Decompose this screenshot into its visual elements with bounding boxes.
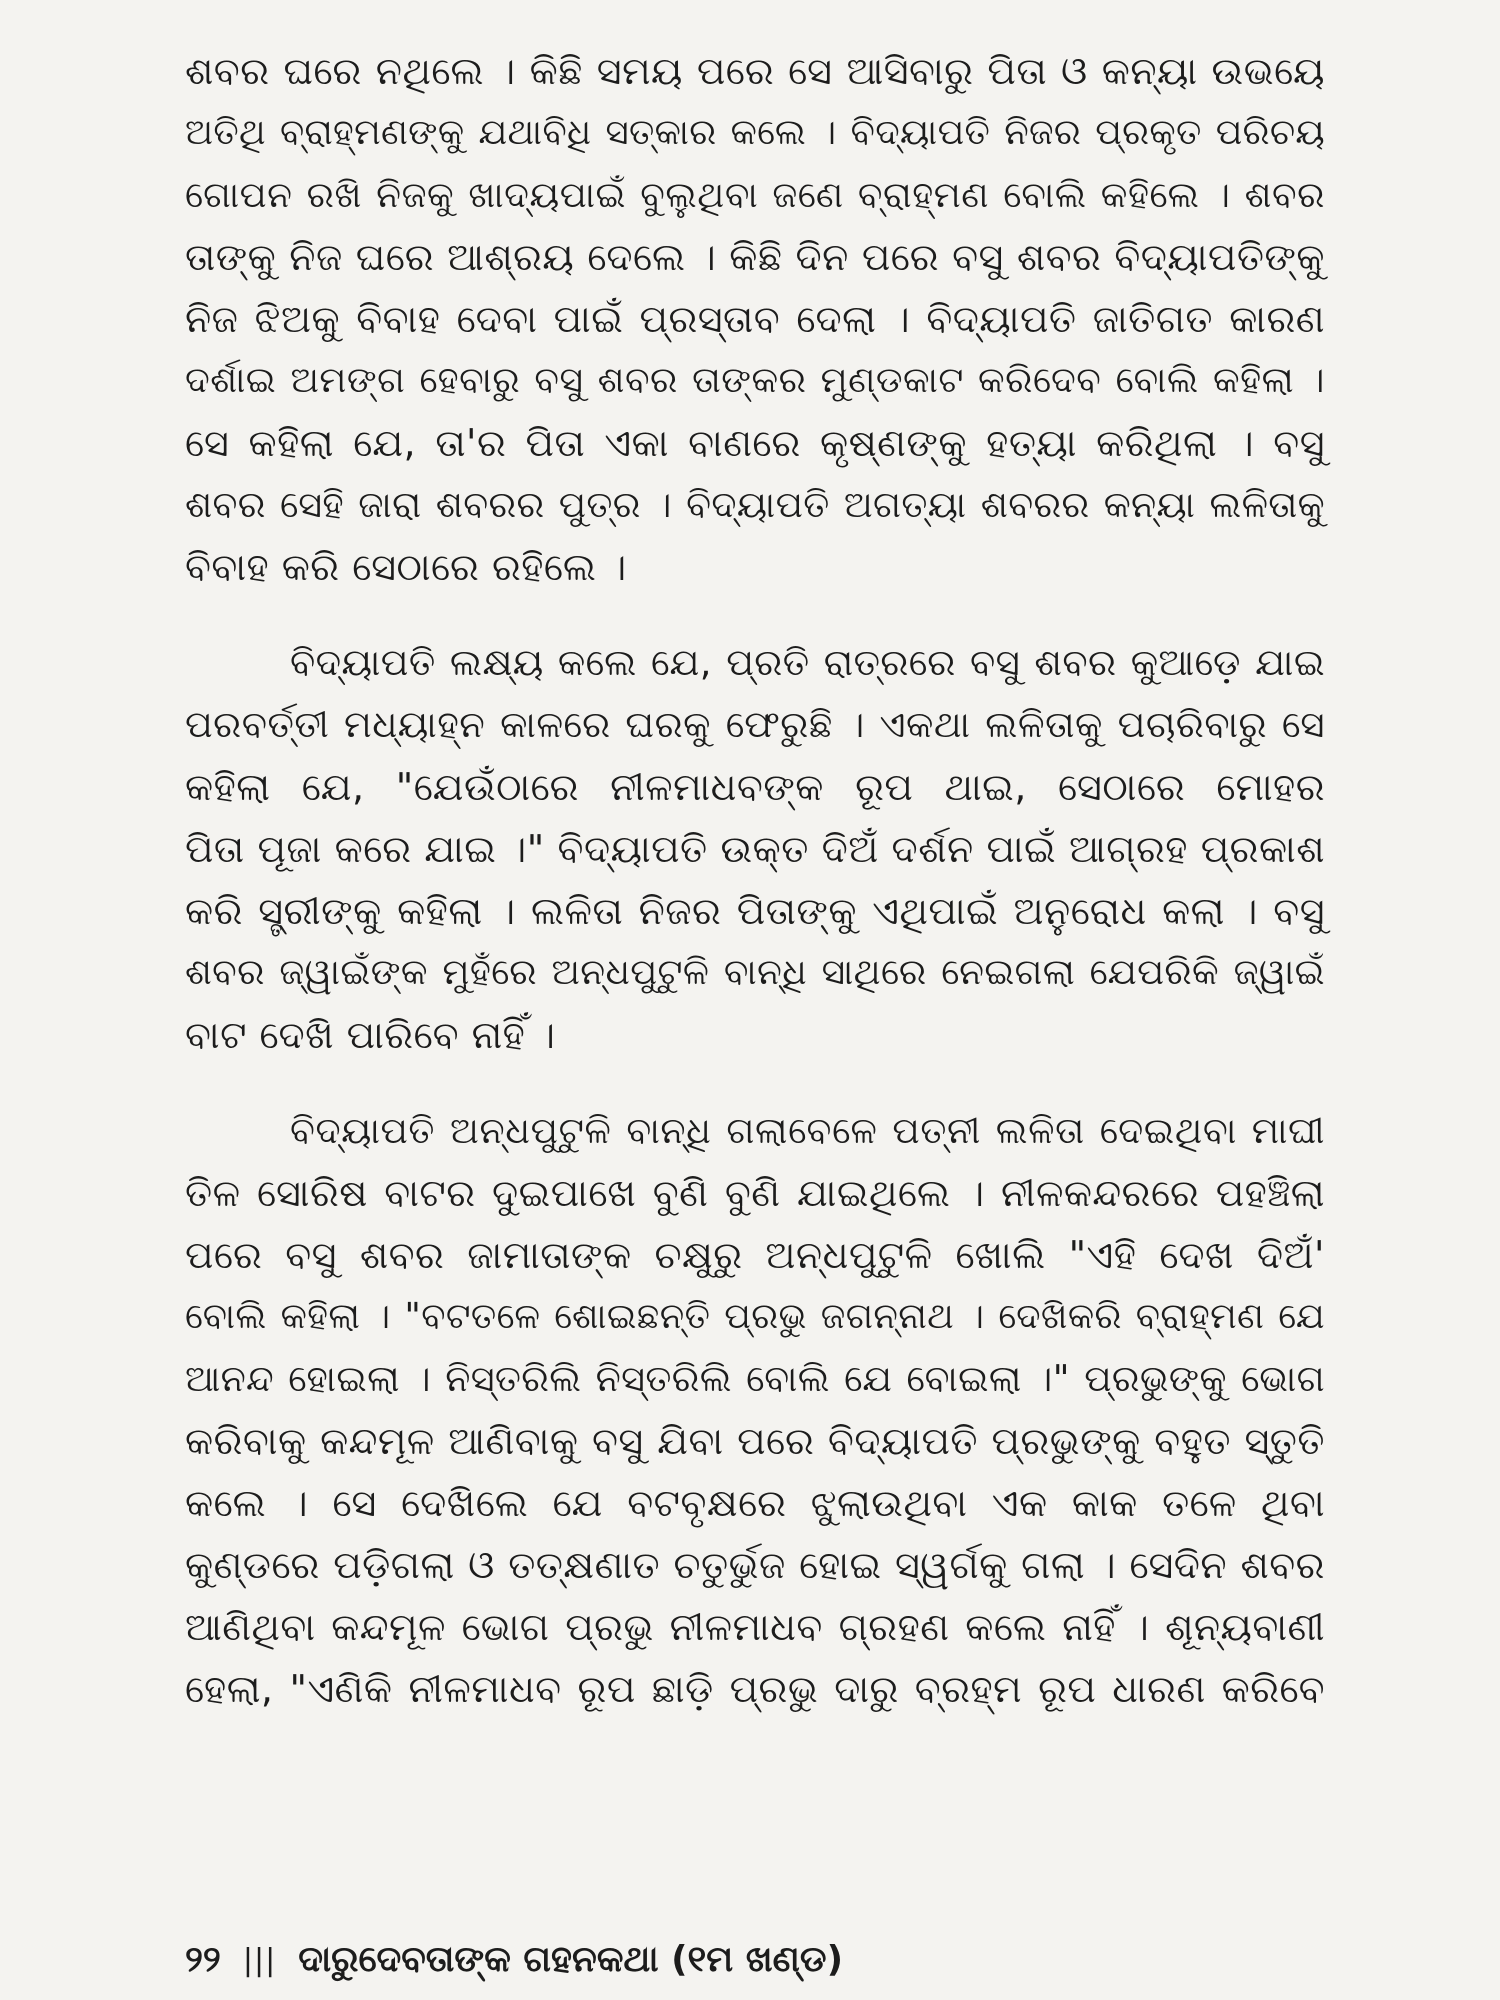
text-line: କରି ସ୍ତ୍ରୀଙ୍କୁ କହିଲା । ଲଳିତା ନିଜର ପିତାଙ୍କୁ ଏଥିପାଇଁ ଅନୁରୋଧ କଲା । ବସୁ (185, 889, 1325, 933)
text-line: ଅତିଥି ବ୍ରାହ୍ମଣଙ୍କୁ ଯଥାବିଧି ସତ୍କାର କଲେ । ବିଦ୍ୟାପତି ନିଜର ପ୍ରକୃତ ପରିଚୟ (185, 112, 1325, 153)
paragraph-1 (185, 40, 1325, 598)
text-line: ବିଦ୍ୟାପତି ଲକ୍ଷ୍ୟ କଲେ ଯେ, ପ୍ରତି ରାତ୍ରରେ ବସୁ ଶବର କୁଆଡ଼େ ଯାଇ (290, 641, 1325, 684)
text-line: ବିବାହ କରି ସେଠାରେ ରହିଲେ । (185, 545, 627, 589)
text-line: ତିଳ ସୋରିଷ ବାଟର ଦୁଇପାଖେ ବୁଣି ବୁଣି ଯାଇଥିଲେ । ନୀଳକନ୍ଦରରେ ପହଞ୍ଚିଲା (185, 1171, 1325, 1215)
text-line: ସେ କହିଲା ଯେ, ତା'ର ପିତା ଏକା ବାଣରେ କୃଷ୍ଣଙ୍କୁ ହତ୍ୟା କରିଥିଲା । ବସୁ (185, 421, 1325, 465)
text-line: ଆଣିଥିବା କନ୍ଦମୂଳ ଭୋଗ ପ୍ରଭୁ ନୀଳମାଧବ ଗ୍ରହଣ କଲେ ନାହିଁ । ଶୂନ୍ୟବାଣୀ (185, 1605, 1325, 1649)
text-line: ନିଜ ଝିଅକୁ ବିବାହ ଦେବା ପାଇଁ ପ୍ରସ୍ତାବ ଦେଲା । ବିଦ୍ୟାପତି ଜାତିଗତ କାରଣ (185, 297, 1325, 341)
text-line: ପିତା ପୂଜା କରେ ଯାଇ ।" ବିଦ୍ୟାପତି ଉକ୍ତ ଦିଅଁ ଦର୍ଶନ ପାଇଁ ଆଗ୍ରହ ପ୍ରକାଶ (185, 827, 1325, 871)
text-line: ଆନନ୍ଦ ହୋଇଲା । ନିସ୍ତରିଲି ନିସ୍ତରିଲି ବୋଲି ଯେ ବୋଇଲା ।" ପ୍ରଭୁଙ୍କୁ ଭୋଗ (185, 1357, 1325, 1400)
text-line: ଶବର ଘରେ ନଥିଲେ । କିଛି ସମୟ ପରେ ସେ ଆସିବାରୁ ପିତା ଓ କନ୍ୟା ଉଭୟେ (185, 49, 1325, 93)
text-line: ଶବର ସେହି ଜାରା ଶବରର ପୁତ୍ର । ବିଦ୍ୟାପତି ଅଗତ୍ୟା ଶବରର କନ୍ୟା ଲଳିତାକୁ (185, 483, 1325, 526)
paragraph-3 (185, 1100, 1325, 1720)
text-line: କୁଣ୍ଡରେ ପଡ଼ିଗଲା ଓ ତତ୍‌କ୍ଷଣାତ ଚତୁର୍ଭୁଜ ହୋଇ ସ୍ୱର୍ଗକୁ ଗଲା । ସେଦିନ ଶବର (185, 1543, 1325, 1587)
text-line: କଲେ । ସେ ଦେଖିଲେ ଯେ ବଟବୃକ୍ଷରେ ଝୁଲାଉଥିବା ଏକ କାକ ତଳେ ଥିବା (185, 1481, 1325, 1525)
page-footer (185, 1935, 843, 1985)
text-line: ବୋଲି କହିଲା । "ବଟତଳେ ଶୋଇଛନ୍ତି ପ୍ରଭୁ ଜଗନ୍ନାଥ । ଦେଖିକରି ବ୍ରାହ୍ମଣ ଯେ (185, 1296, 1325, 1337)
footer-ornament: ||| (242, 1942, 277, 1978)
text-line: ବିଦ୍ୟାପତି ଅନ୍ଧପୁଟୁଳି ବାନ୍ଧି ଗଲାବେଳେ ପତ୍ନୀ ଲଳିତା ଦେଇଥିବା ମାଘୀ (290, 1109, 1325, 1152)
paragraph-2 (185, 632, 1325, 1066)
text-line: ବାଟ ଦେଖି ପାରିବେ ନାହିଁ । (185, 1013, 556, 1057)
book-title: ଦାରୁଦେବତାଙ୍କ ଗହନକଥା (୧ମ ଖଣ୍ଡ) (298, 1939, 844, 1980)
page-number: ୨୨ (185, 1939, 221, 1980)
text-line: ତାଙ୍କୁ ନିଜ ଘରେ ଆଶ୍ରୟ ଦେଲେ । କିଛି ଦିନ ପରେ ବସୁ ଶବର ବିଦ୍ୟାପତିଙ୍କୁ (185, 235, 1325, 279)
text-line: ଦର୍ଶାଇ ଅମଙ୍ଗ ହେବାରୁ ବସୁ ଶବର ତାଙ୍କର ମୁଣ୍ଡକାଟ କରିଦେବ ବୋଲି କହିଲା । (185, 360, 1325, 401)
text-line: ପରେ ବସୁ ଶବର ଜାମାତାଙ୍କ ଚକ୍ଷୁରୁ ଅନ୍ଧପୁଟୁଳି ଖୋଲି "ଏହି ଦେଖ ଦିଅଁ' (185, 1233, 1325, 1277)
text-line: କରିବାକୁ କନ୍ଦମୂଳ ଆଣିବାକୁ ବସୁ ଯିବା ପରେ ବିଦ୍ୟାପତି ପ୍ରଭୁଙ୍କୁ ବହୁତ ସ୍ତୁତି (185, 1419, 1325, 1463)
text-line: ହେଲା, "ଏଣିକି ନୀଳମାଧବ ରୂପ ଛାଡ଼ି ପ୍ରଭୁ ଦାରୁ ବ୍ରହ୍ମ ରୂପ ଧାରଣ କରିବେ (185, 1667, 1325, 1711)
body-text (185, 40, 1325, 1720)
text-line: ଗୋପନ ରଖି ନିଜକୁ ଖାଦ୍ୟପାଇଁ ବୁଲୁଥିବା ଜଣେ ବ୍ରାହ୍ମଣ ବୋଲି କହିଲେ । ଶବର (185, 173, 1325, 216)
text-line: କହିଲା ଯେ, "ଯେଉଁଠାରେ ନୀଳମାଧବଙ୍କ ରୂପ ଥାଇ, ସେଠାରେ ମୋହର (185, 765, 1325, 809)
text-line: ଶବର ଜ୍ୱାଇଁଙ୍କ ମୁହଁରେ ଅନ୍ଧପୁଟୁଳି ବାନ୍ଧି ସାଥିରେ ନେଇଗଲା ଯେପରିକି ଜ୍ୱାଇଁ (185, 952, 1325, 993)
text-line: ପରବର୍ତ୍ତୀ ମଧ୍ୟାହ୍ନ କାଳରେ ଘରକୁ ଫେରୁଛି । ଏକଥା ଲଳିତାକୁ ପଚାରିବାରୁ ସେ (185, 703, 1325, 746)
